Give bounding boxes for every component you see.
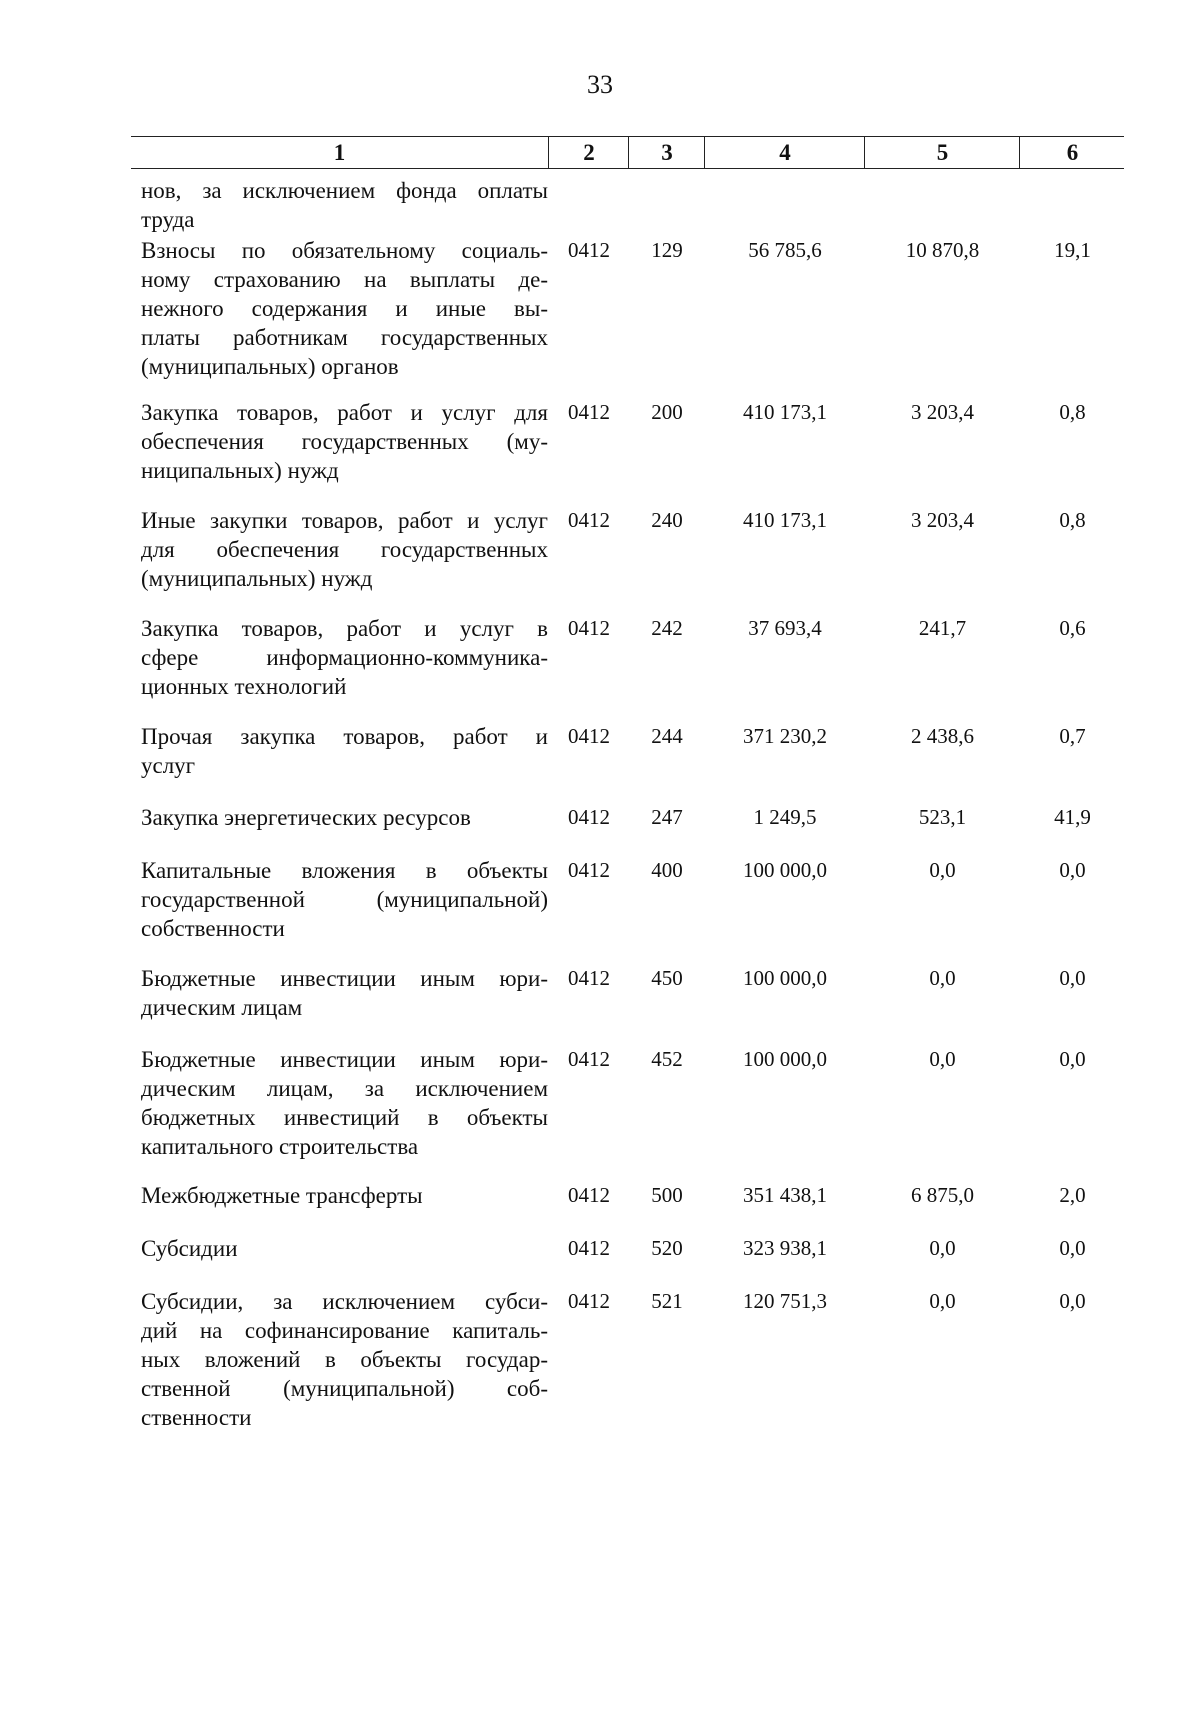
- table-row: [131, 1287, 1124, 1432]
- cell-col-6: 0,0: [1059, 1236, 1086, 1260]
- row-description: [141, 176, 548, 234]
- row-description: [141, 722, 548, 780]
- description-line: ственной (муниципальной) соб-: [141, 1376, 548, 1401]
- row-description: [141, 1287, 548, 1432]
- description-line: Взносы по обязательному социаль-: [141, 238, 548, 263]
- row-description: [141, 236, 548, 381]
- table-row: [131, 398, 1124, 485]
- cell-col-6: 2,0: [1059, 1183, 1086, 1207]
- cell-col-3: 200: [651, 400, 683, 424]
- description-line: нежного содержания и иные вы-: [141, 296, 548, 321]
- description-line: Бюджетные инвестиции иным юри-: [141, 1047, 548, 1072]
- cell-col-4: 371 230,2: [743, 724, 827, 748]
- cell-col-4: 100 000,0: [743, 858, 827, 882]
- table-row: [131, 506, 1124, 593]
- cell-col-5: 0,0: [929, 966, 956, 990]
- description-line: Межбюджетные трансферты: [141, 1183, 423, 1208]
- description-line: Закупка энергетических ресурсов: [141, 805, 471, 830]
- table-row: [131, 1045, 1124, 1161]
- cell-col-2: 0412: [568, 1289, 610, 1313]
- cell-col-2: 0412: [568, 805, 610, 829]
- cell-col-6: 41,9: [1054, 805, 1091, 829]
- table-row: [131, 1181, 1124, 1210]
- cell-col-4: 410 173,1: [743, 400, 827, 424]
- cell-col-6: 0,0: [1059, 1289, 1086, 1313]
- cell-col-2: 0412: [568, 966, 610, 990]
- cell-col-3: 244: [651, 724, 683, 748]
- row-description: [141, 856, 548, 943]
- row-description: [141, 1045, 548, 1161]
- description-line: ственности: [141, 1405, 252, 1430]
- table-row: [131, 1234, 1124, 1263]
- header-col-3: 3: [628, 137, 705, 168]
- description-line: Закупка товаров, работ и услуг для: [141, 400, 548, 425]
- cell-col-2: 0412: [568, 724, 610, 748]
- description-line: государственной (муниципальной): [141, 887, 548, 912]
- cell-col-5: 0,0: [929, 1236, 956, 1260]
- table-header: [131, 136, 1124, 169]
- cell-col-6: 0,6: [1059, 616, 1086, 640]
- header-col-6: 6: [1019, 137, 1125, 168]
- table-row: [131, 236, 1124, 381]
- description-line: ных вложений в объекты государ-: [141, 1347, 548, 1372]
- cell-col-3: 521: [651, 1289, 683, 1313]
- cell-col-3: 242: [651, 616, 683, 640]
- description-line: ционных технологий: [141, 674, 347, 699]
- description-line: услуг: [141, 753, 196, 778]
- row-description: [141, 1234, 548, 1263]
- description-line: Прочая закупка товаров, работ и: [141, 724, 548, 749]
- cell-col-2: 0412: [568, 1236, 610, 1260]
- cell-col-3: 500: [651, 1183, 683, 1207]
- row-description: [141, 964, 548, 1022]
- cell-col-5: 0,0: [929, 1047, 956, 1071]
- cell-col-6: 19,1: [1054, 238, 1091, 262]
- description-line: дическим лицам, за исключением: [141, 1076, 548, 1101]
- cell-col-4: 37 693,4: [748, 616, 822, 640]
- cell-col-6: 0,0: [1059, 966, 1086, 990]
- header-col-5: 5: [864, 137, 1020, 168]
- cell-col-6: 0,8: [1059, 508, 1086, 532]
- cell-col-3: 129: [651, 238, 683, 262]
- cell-col-5: 0,0: [929, 1289, 956, 1313]
- cell-col-3: 247: [651, 805, 683, 829]
- description-line: обеспечения государственных (му-: [141, 429, 548, 454]
- cell-col-2: 0412: [568, 400, 610, 424]
- row-description: [141, 803, 548, 832]
- cell-col-3: 520: [651, 1236, 683, 1260]
- cell-col-4: 410 173,1: [743, 508, 827, 532]
- page-number: 33: [587, 70, 613, 99]
- cell-col-4: 323 938,1: [743, 1236, 827, 1260]
- row-description: [141, 398, 548, 485]
- cell-col-2: 0412: [568, 858, 610, 882]
- cell-col-4: 100 000,0: [743, 1047, 827, 1071]
- cell-col-5: 2 438,6: [911, 724, 974, 748]
- cell-col-5: 3 203,4: [911, 508, 974, 532]
- description-line: Иные закупки товаров, работ и услуг: [141, 508, 548, 533]
- description-line: Субсидии: [141, 1236, 238, 1261]
- cell-col-3: 452: [651, 1047, 683, 1071]
- description-line: (муниципальных) нужд: [141, 566, 373, 591]
- description-line: ниципальных) нужд: [141, 458, 339, 483]
- cell-col-2: 0412: [568, 1047, 610, 1071]
- row-description: [141, 1181, 548, 1210]
- description-line: (муниципальных) органов: [141, 354, 399, 379]
- table-row: [131, 803, 1124, 832]
- description-line: труда: [141, 207, 195, 232]
- description-line: бюджетных инвестиций в объекты: [141, 1105, 548, 1130]
- cell-col-4: 100 000,0: [743, 966, 827, 990]
- description-line: Закупка товаров, работ и услуг в: [141, 616, 548, 641]
- cell-col-6: 0,0: [1059, 1047, 1086, 1071]
- description-line: Капитальные вложения в объекты: [141, 858, 548, 883]
- cell-col-6: 0,8: [1059, 400, 1086, 424]
- table-row: [131, 964, 1124, 1022]
- header-col-1: 1: [333, 140, 346, 165]
- cell-col-5: 241,7: [918, 616, 967, 640]
- description-line: нов, за исключением фонда оплаты: [141, 178, 548, 203]
- cell-col-2: 0412: [568, 1183, 610, 1207]
- description-line: капитального строительства: [141, 1134, 419, 1159]
- description-line: Субсидии, за исключением субси-: [141, 1289, 548, 1314]
- description-line: собственности: [141, 916, 285, 941]
- cell-col-5: 523,1: [918, 805, 967, 829]
- budget-table: [131, 136, 1124, 1430]
- cell-col-4: 1 249,5: [753, 805, 817, 829]
- description-line: дическим лицам: [141, 995, 303, 1020]
- cell-col-2: 0412: [568, 508, 610, 532]
- table-row: [131, 176, 1124, 234]
- cell-col-3: 400: [651, 858, 683, 882]
- table-row: [131, 614, 1124, 701]
- cell-col-5: 0,0: [929, 858, 956, 882]
- cell-col-5: 3 203,4: [911, 400, 974, 424]
- row-description: [141, 614, 548, 701]
- cell-col-6: 0,7: [1059, 724, 1086, 748]
- description-line: ному страхованию на выплаты де-: [141, 267, 548, 292]
- cell-col-3: 450: [651, 966, 683, 990]
- cell-col-5: 10 870,8: [905, 238, 980, 262]
- description-line: для обеспечения государственных: [141, 537, 548, 562]
- header-col-4: 4: [704, 137, 865, 168]
- description-line: платы работникам государственных: [141, 325, 548, 350]
- description-line: дий на софинансирование капиталь-: [141, 1318, 548, 1343]
- description-line: Бюджетные инвестиции иным юри-: [141, 966, 548, 991]
- table-row: [131, 856, 1124, 943]
- cell-col-4: 56 785,6: [748, 238, 822, 262]
- cell-col-3: 240: [651, 508, 683, 532]
- description-line: сфере информационно-коммуника-: [141, 645, 548, 670]
- table-row: [131, 722, 1124, 780]
- cell-col-2: 0412: [568, 616, 610, 640]
- cell-col-2: 0412: [568, 238, 610, 262]
- cell-col-4: 120 751,3: [743, 1289, 827, 1313]
- cell-col-4: 351 438,1: [743, 1183, 827, 1207]
- header-col-2: 2: [548, 137, 629, 168]
- row-description: [141, 506, 548, 593]
- cell-col-5: 6 875,0: [911, 1183, 974, 1207]
- cell-col-6: 0,0: [1059, 858, 1086, 882]
